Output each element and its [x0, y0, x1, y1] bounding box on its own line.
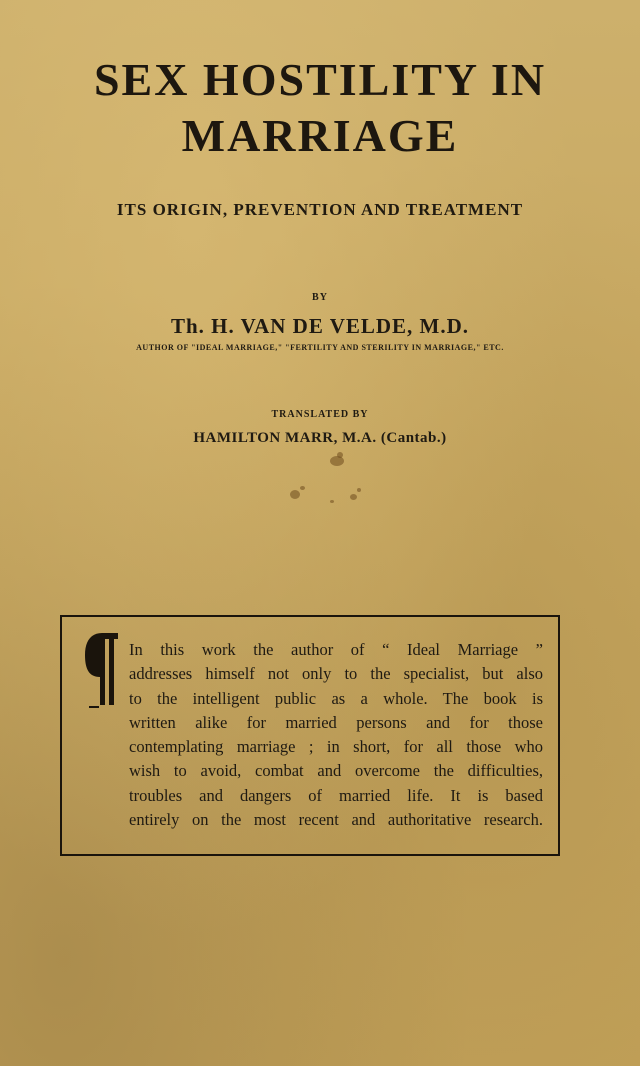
blurb-line: contemplating marriage ; in short, for all those who: [129, 737, 543, 757]
blurb-line: written alike for married persons and for those: [129, 712, 543, 732]
title-line-1: SEX HOSTILITY IN: [93, 54, 547, 105]
book-title: [0, 52, 640, 164]
author-name: Th. H. VAN DE VELDE, M.D.: [170, 314, 470, 338]
blurb-line: addresses himself not only to the specialist, but also: [129, 664, 543, 684]
translated-by-label: TRANSLATED BY: [271, 409, 369, 420]
pilcrow-icon: [85, 631, 119, 709]
blurb-box: [60, 615, 560, 856]
author-credits: AUTHOR OF "IDEAL MARRIAGE," "FERTILITY AND STERILITY IN MARRIAGE," ETC.: [136, 343, 504, 352]
blurb-text: [129, 638, 543, 832]
translator-name: HAMILTON MARR, M.A. (Cantab.): [193, 430, 447, 446]
title-line-2: MARRIAGE: [181, 110, 459, 161]
blurb-line: to the intelligent public as a whole. The book is: [129, 688, 543, 708]
blurb-line: troubles and dangers of married life. It is based: [129, 785, 543, 805]
blurb-line: wish to avoid, combat and overcome the difficulties,: [129, 761, 543, 781]
book-subtitle: ITS ORIGIN, PREVENTION AND TREATMENT: [116, 200, 524, 219]
by-label: BY: [312, 292, 328, 303]
blurb-line: entirely on the most recent and authoritative research.: [129, 810, 543, 830]
blurb-line: In this work the author of “ Ideal Marriage ”: [129, 640, 543, 659]
